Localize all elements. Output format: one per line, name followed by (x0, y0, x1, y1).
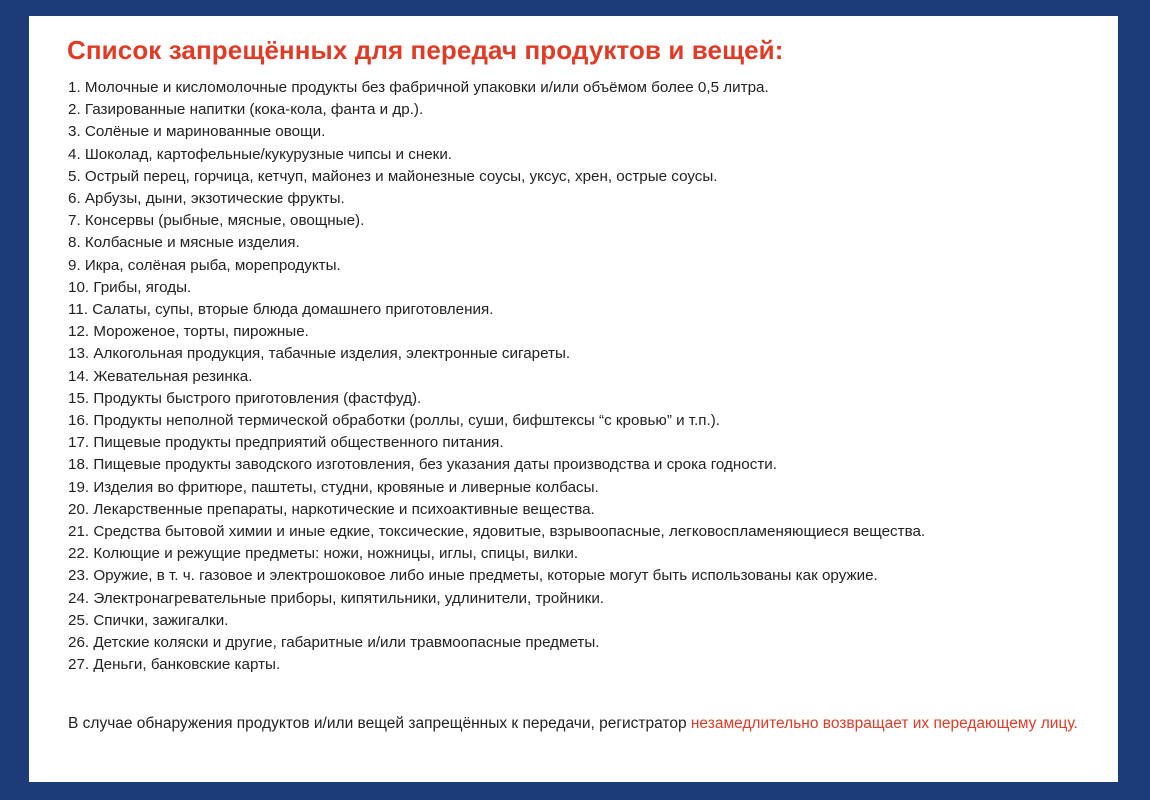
list-item: 17. Пищевые продукты предприятий общественного питания. (68, 434, 504, 452)
prohibited-items-list (68, 77, 1078, 676)
page-title: Список запрещённых для передач продуктов и вещей: (67, 35, 784, 65)
list-item: 3. Солёные и маринованные овощи. (68, 123, 326, 141)
list-item: 16. Продукты неполной термической обработки (роллы, суши, бифштексы “с кровью” и т.п.). (68, 412, 721, 430)
list-item: 19. Изделия во фритюре, паштеты, студни, кровяные и ливерные колбасы. (68, 478, 599, 496)
list-item: 21. Средства бытовой химии и иные едкие, токсические, ядовитые, взрывоопасные, легковоспламеняющиеся вещества. (68, 523, 926, 541)
list-item: 15. Продукты быстрого приготовления (фастфуд). (68, 389, 422, 407)
list-item: 4. Шоколад, картофельные/кукурузные чипсы и снеки. (68, 145, 453, 163)
list-item: 14. Жевательная резинка. (68, 367, 253, 385)
list-item: 11. Салаты, супы, вторые блюда домашнего приготовления. (68, 301, 494, 319)
list-item: 27. Деньги, банковские карты. (68, 656, 281, 674)
list-item: 7. Консервы (рыбные, мясные, овощные). (68, 212, 365, 230)
list-item: 10. Грибы, ягоды. (68, 278, 192, 296)
list-item: 13. Алкогольная продукция, табачные изделия, электронные сигареты. (68, 345, 571, 363)
list-item: 22. Колющие и режущие предметы: ножи, ножницы, иглы, спицы, вилки. (68, 545, 579, 563)
list-item: 2. Газированные напитки (кока-кола, фанта и др.). (68, 101, 424, 119)
list-item: 12. Мороженое, торты, пирожные. (68, 323, 309, 341)
list-item: 20. Лекарственные препараты, наркотические и психоактивные вещества. (68, 500, 595, 518)
footer-highlight: незамедлительно возвращает их передающему лицу. (690, 715, 1078, 732)
list-item: 9. Икра, солёная рыба, морепродукты. (68, 256, 341, 274)
footer-text: В случае обнаружения продуктов и/или вещей запрещённых к передачи, регистратор (68, 715, 691, 732)
footer-note (68, 712, 1078, 735)
list-item: 23. Оружие, в т. ч. газовое и электрошоковое либо иные предметы, которые могут быть использованы как оружие. (68, 567, 878, 585)
list-item: 8. Колбасные и мясные изделия. (68, 234, 300, 252)
list-item: 1. Молочные и кисломолочные продукты без фабричной упаковки и/или объёмом более 0,5 литра. (68, 79, 769, 96)
notice-panel (29, 16, 1118, 782)
list-item: 6. Арбузы, дыни, экзотические фрукты. (68, 190, 345, 208)
list-item: 25. Спички, зажигалки. (68, 611, 229, 629)
list-item: 24. Электронагревательные приборы, кипятильники, удлинители, тройники. (68, 589, 605, 607)
list-item: 26. Детские коляски и другие, габаритные и/или травмоопасные предметы. (68, 634, 600, 652)
list-item: 5. Острый перец, горчица, кетчуп, майонез и майонезные соусы, уксус, хрен, острые соусы. (68, 167, 718, 185)
list-item: 18. Пищевые продукты заводского изготовления, без указания даты производства и срока годности. (68, 456, 777, 474)
